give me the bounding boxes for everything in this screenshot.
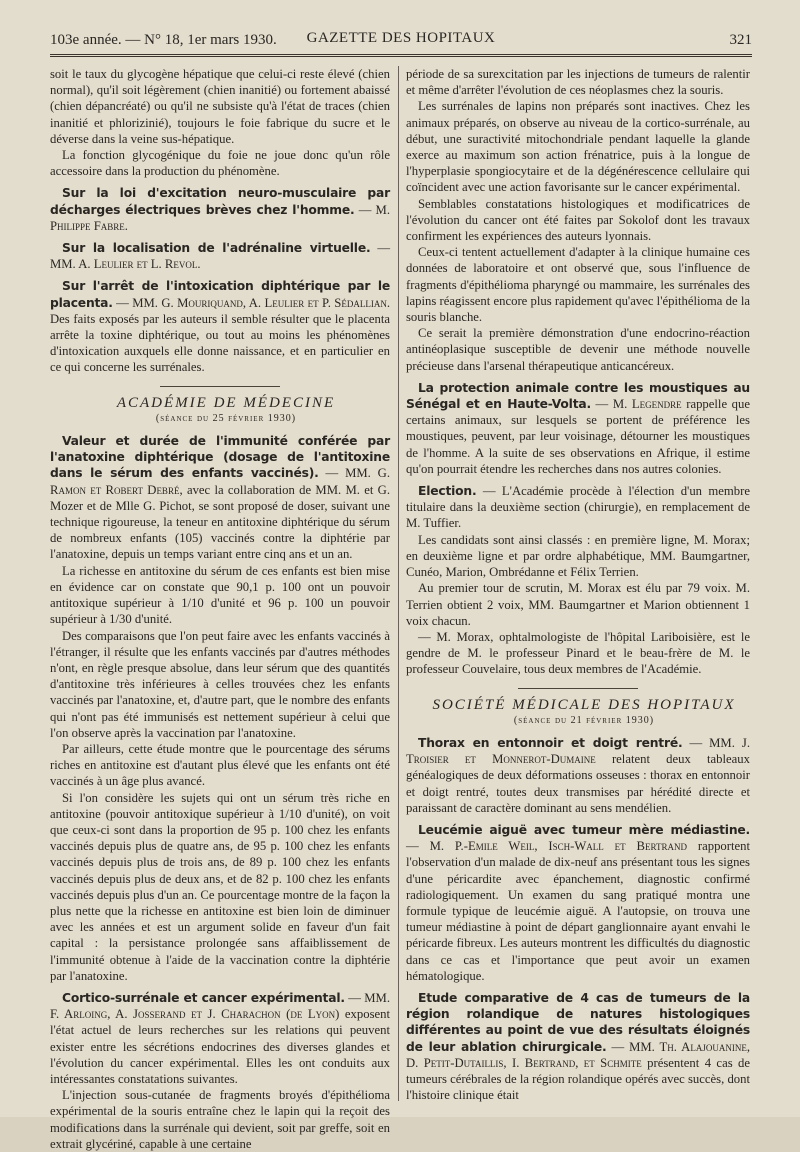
paragraph: Ceux-ci tentent actuellement d'adapter à la clinique humaine ces données de laboratoire et ont observé que, sous l'influence de fragments d'épithélioma pharyngé ou mammaire, les surrénales des lapins réagissent encore plus rapidement qu'avec l'épithélioma de la souris blanche. <box>406 245 750 325</box>
article-authors: — M. Philippe Fabre. <box>50 202 390 233</box>
article-title: Sur l'arrêt de l'intoxication diphtérique par le placenta. <box>50 279 390 310</box>
paragraph: Les surrénales de lapins non préparés sont inactives. Chez les animaux préparés, on observe au niveau de la cortico-surrénale, au début, une suractivité mitochondriale pendant laquelle la glande exerce au maximum son action frénatrice, puis à la longue de l'hyperplasie spongiocytaire et de la dégénérescence cellulaire qui coïncident avec une action favorisante sur le cancer expérimental. <box>406 99 750 195</box>
paragraph: Par ailleurs, cette étude montre que le pourcentage des sérums riches en antitoxine est d'autant plus élevé que les enfants ont été vaccinés à un âge plus avancé. <box>50 741 390 789</box>
article-title: Sur la localisation de l'adrénaline virtuelle. <box>62 241 371 256</box>
article-text: exposent l'état actuel de leurs recherches sur les relations qui peuvent exister entre les sécrétions endocrines des diverses glandes et l'évolution du cancer expérimental. Elles les ont conduits aux intéressantes constatations suivantes. <box>50 1007 391 1086</box>
column-divider <box>398 66 399 1101</box>
section-rule <box>518 688 638 689</box>
paragraph: Si l'on considère les sujets qui ont un sérum très riche en antitoxine (pouvoir antitoxique supérieur à 1/10 d'unité), on voit que ceux-ci sont dans la proportion de 95 p. 100 chez les enfants vaccinés depuis plus de quatre ans, de 95 p. 100 chez les enfants vaccinés depuis plus de trois ans, de 89 p. 100 chez les enfants vaccinés depuis plus de deux ans, et de 82 p. 100 chez les enfants vaccinés depuis plus d'un an. Ce pourcentage montre de la façon la plus nette que la richesse en antitoxine est bien loin de diminuer avec les années et est un argument solide en faveur d'un fait capital : la persistance prolongée sans affaiblissement de l'immunité obtenue à l'aide de la vaccination contre la diphtérie par l'anatoxine. <box>50 790 390 983</box>
article-entry <box>406 735 750 816</box>
article-entry <box>406 822 750 984</box>
article-authors: — M. Legendre <box>595 397 682 412</box>
session-date: (séance du 25 février 1930) <box>155 412 297 424</box>
section-title: ACADÉMIE DE MÉDECINE <box>116 394 336 411</box>
article-entry <box>50 240 390 272</box>
article-text: rappelle que certains animaux, sur lesquels se portent de préférence les moustiques, peuvent, par leur voisinage, détourner les moustiques de l'homme. A la suite de ses observations en Afrique, il estime qu'on pourrait étendre les recherches dans nos autres colonies. <box>406 397 750 476</box>
header-rule <box>50 54 752 57</box>
article-title: Leucémie aiguë avec tumeur mère médiastine. <box>418 822 750 837</box>
paragraph: Ce serait la première démonstration d'une endocrino-réaction antinéoplasique susceptible de devenir une méthode nouvelle précieuse dans l'arsenal thérapeutique anticancéreux. <box>406 326 750 373</box>
article-title: Sur la loi d'excitation neuro-musculaire par décharges électriques brèves chez l'homme. <box>50 186 390 217</box>
section-title: SOCIÉTÉ MÉDICALE DES HOPITAUX <box>432 696 736 713</box>
article-title: Thorax en entonnoir et doigt rentré. <box>418 735 683 750</box>
article-authors: — MM. G. Mouriquand, A. Leulier et P. Sédallian. <box>116 295 390 310</box>
article-title: Etude comparative de 4 cas de tumeurs de la région rolandique de natures histologiques différentes au point de vue des résultats éloignés de leur ablation chirurgicale. <box>406 990 750 1054</box>
article-authors: — M. P.-Emile Weil, Isch-Wall et Bertrand <box>406 839 687 854</box>
paragraph: La fonction glycogénique du foie ne joue donc qu'un rôle accessoire dans la production du phénomène. <box>50 148 390 179</box>
right-column <box>406 66 750 1106</box>
issue-info: 103e année. — N° 18, 1er mars 1930. <box>50 32 277 48</box>
article-authors: — MM. G. Ramon et Robert Debré, <box>50 466 391 497</box>
article-text: présentent 4 cas de tumeurs cérébrales de la région rolandique opérés avec succès, dont l'histoire clinique était <box>406 1055 751 1103</box>
paragraph: période de sa surexcitation par les injections de tumeurs de ralentir et même d'arrêter l'évolution de ces néoplasmes chez la souris. <box>406 67 750 98</box>
article-title: Election. <box>418 484 477 499</box>
paragraph: La richesse en antitoxine du sérum de ces enfants est bien mise en évidence car on constate que 90,1 p. 100 ont un pouvoir antitoxique supérieur à 1/10 d'unité et 96 p. 100 un pouvoir supérieur à 1/30 d'unité. <box>50 563 390 627</box>
paragraph: soit le taux du glycogène hépatique que celui-ci reste élevé (chien normal), qu'il soit légèrement (chien inanitié) ou fortement abaissé (chien dépancréaté) ou qu'il ne subsiste qu'à l'état de traces (chien inanitié et phlorizinié), toujours le foie fabrique du sucre et le déverse dans la veine sus-hépatique. <box>50 67 390 146</box>
paragraph: Les candidats sont ainsi classés : en première ligne, M. Morax; en deuxième ligne et par ordre alphabétique, MM. Baumgartner, Cunéo, Marion, Ombrédanne et Félix Terrien. <box>406 532 750 580</box>
page-number: 321 <box>729 32 752 48</box>
article-authors: — MM. F. Arloing, A. Josserand et J. Charachon (de Lyon) <box>50 990 391 1022</box>
paragraph: L'injection sous-cutanée de fragments broyés d'épithélioma expérimental de la souris entraîne chez le lapin qui la reçoit des modifications dans la surrénale qui devient, soit par greffe, soit en extrait glycériné, capable à une certaine <box>50 1088 390 1151</box>
article-title: La protection animale contre les moustiques au Sénégal et en Haute-Volta. <box>406 380 750 412</box>
paragraph: Des comparaisons que l'on peut faire avec les enfants vaccinés à l'étranger, il résulte que les enfants vaccinés par d'autres méthodes n'ont, en règle presque absolue, dans leur sérum que des quantités d'antitoxine très inférieures à celles trouvées chez les enfants vaccinés par l'anatoxine, et, d'autre part, que le nombre des enfants qui n'ont pas été immunisés est nettement supérieur à celui que l'on observe après la vaccination par l'anatoxine. <box>50 628 390 740</box>
article-authors: — MM. Th. Alajouanine, D. Petit-Dutaillis, I. Bertrand, et Schmite <box>406 1039 751 1070</box>
journal-title: GAZETTE DES HOPITAUX <box>306 30 496 46</box>
article-title: Valeur et durée de l'immunité conférée par l'anatoxine diphtérique (dosage de l'antitoxine dans le sérum des enfants vaccinés). <box>50 434 390 481</box>
section-rule <box>160 386 280 387</box>
article-entry <box>406 380 750 477</box>
article-text: — L'Académie procède à l'élection d'un membre titulaire dans la deuxième section (chirurgie), en remplacement de M. Tuffier. <box>406 484 750 531</box>
left-column <box>50 66 391 1151</box>
article-entry <box>406 483 750 532</box>
page-header <box>50 26 752 50</box>
article-entry <box>406 990 750 1103</box>
article-text: relatent deux tableaux généalogiques de deux déformations osseuses : thorax en entonnoir et doigt rentré, toutes deux transmises par hérédité directe et paraissant de caractère dominant au sens mendélien. <box>406 752 750 815</box>
article-entry <box>50 433 390 563</box>
paragraph: Au premier tour de scrutin, M. Morax est élu par 79 voix. M. Terrien obtient 2 voix, MM. Baumgartner et Marion obtiennent 1 voix chacun. <box>406 581 750 628</box>
paragraph: — M. Morax, ophtalmologiste de l'hôpital Lariboisière, est le gendre de M. le professeur Pinard et le beau-frère de M. le professeur Couvelaire, tous deux membres de l'Académie. <box>406 629 750 677</box>
article-entry <box>50 990 390 1087</box>
article-entry <box>50 278 390 375</box>
article-text: rapportent l'observation d'un malade de dix-neuf ans présentant tous les signes d'une péricardite avec épanchement, diagnostic confirmé radiologiquement. Un examen du sang pratiqué montra une formule typique de leucémie aiguë. A l'autopsie, on trouva une tumeur médiastine à point de départ ganglionnaire ayant envahi le péricarde fibreux. Les auteurs montrent les difficultés du diagnostic dans ce cas et l'importance que peut avoir un examen hématologique. <box>406 839 751 983</box>
article-authors: — MM. J. Troisier et Monnerot-Dumaine <box>406 735 750 767</box>
article-entry <box>50 185 390 234</box>
article-text: avec la collaboration de MM. M. et G. Mozer et de Mlle G. Pichot, se sont proposé de doser, suivant une technique rigoureuse, la teneur en antitoxine diphtérique du sérum de nombreux enfants (105) vaccinés contre la diphtérie par l'anatoxine, depuis un temps variant entre cinq ans et un an. <box>50 482 391 562</box>
article-title: Cortico-surrénale et cancer expérimental. <box>62 990 345 1005</box>
article-authors: — MM. A. Leulier et L. Revol. <box>50 241 391 272</box>
paragraph: Semblables constatations histologiques et modificatrices de l'évolution du cancer ont été faites par Sokolof dont les travaux confirment les expériences des auteurs lyonnais. <box>406 196 750 244</box>
article-text: Des faits exposés par les auteurs il semble résulter que le placenta arrête la toxine diphtérique, ou tout au moins les phénomènes d'intoxication auxquels elle donne naissance, et en particulier en ce qui concerne les surrénales. <box>50 311 390 375</box>
session-date: (séance du 21 février 1930) <box>513 714 655 726</box>
